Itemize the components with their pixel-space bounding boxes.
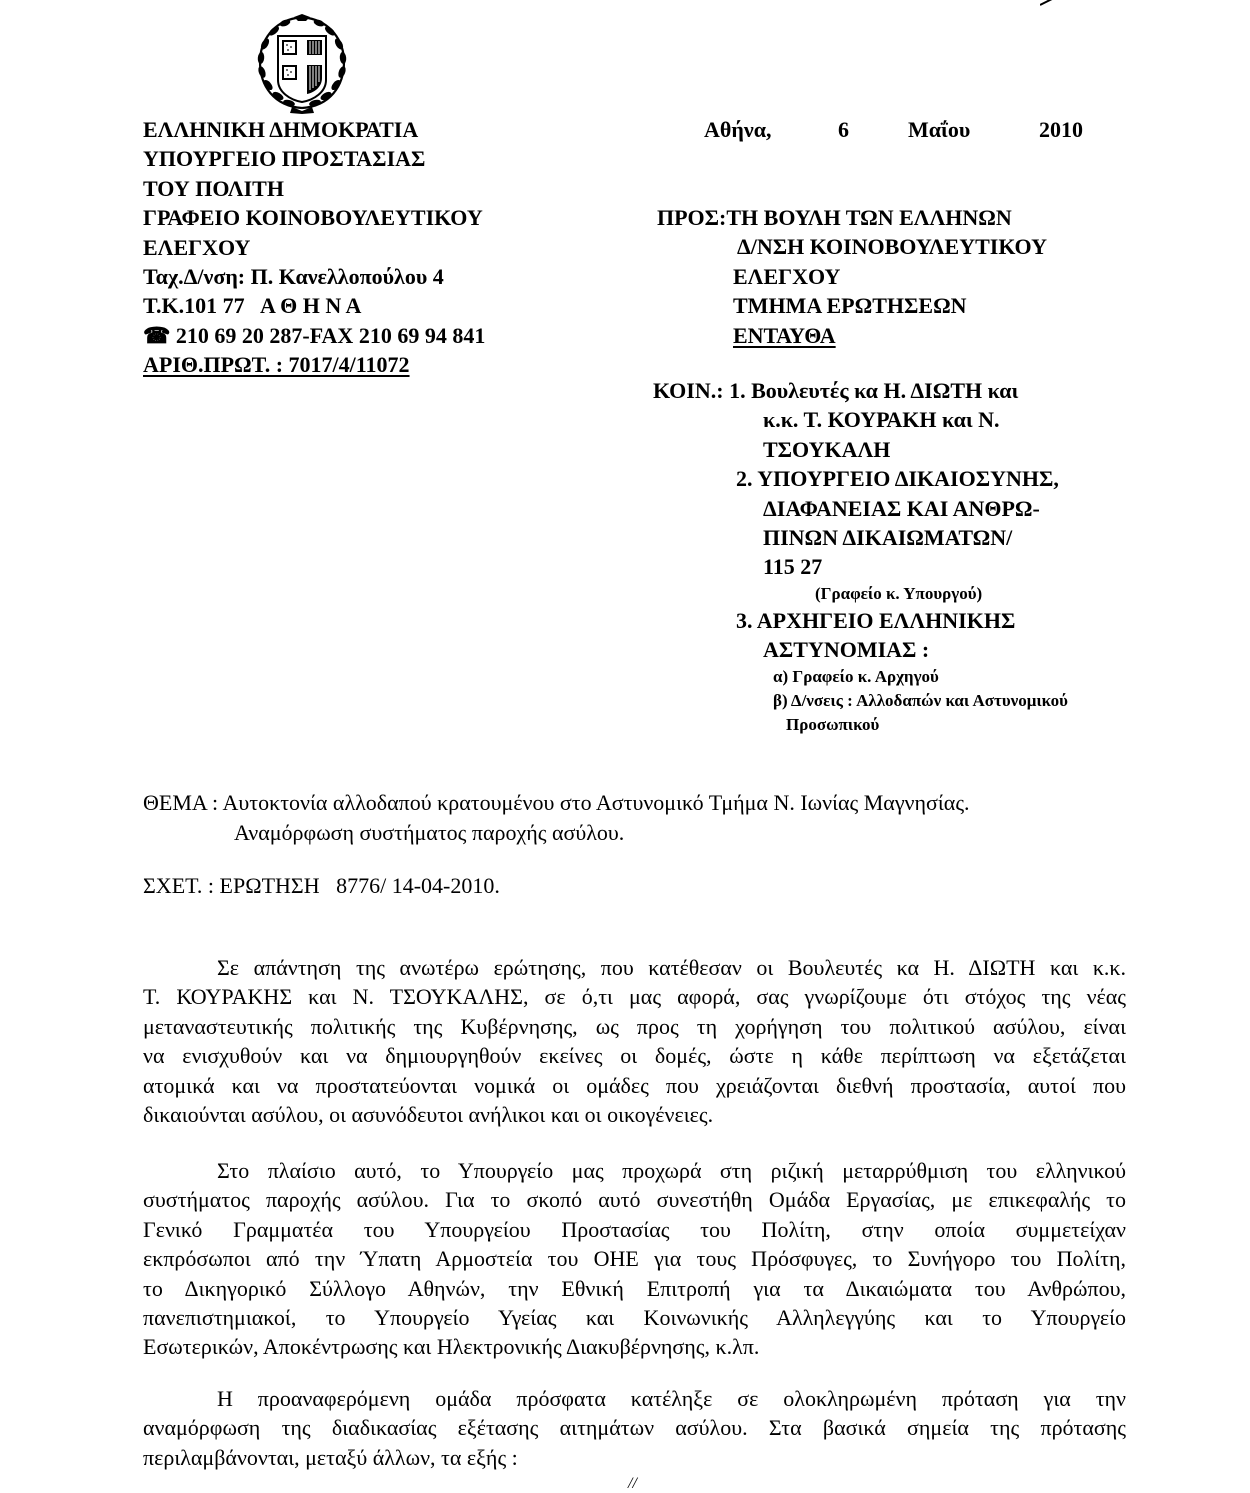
cc-subitem: β) Δ/νσεις : Αλλοδαπών και Αστυνομικού <box>773 690 1068 710</box>
recipient-line: Δ/ΝΣΗ ΚΟΙΝΟΒΟΥΛΕΥΤΙΚΟΥ <box>737 234 1047 260</box>
cc-item-number: 3. <box>736 607 753 633</box>
letterhead-phone-fax <box>143 321 485 350</box>
paragraph-line: δικαιούνται ασύλου, οι ασυνόδευτοι ανήλικοι και οι οικογένειες. <box>143 1101 714 1127</box>
protocol-number: ΑΡΙΘ.ΠΡΩΤ. : 7017/4/11072 <box>143 352 410 378</box>
paragraph-line: Σε απάντηση της ανωτέρω ερώτησης, που κατέθεσαν οι Βουλευτές κα Η. ΔΙΩΤΗ και κ.κ. <box>217 955 1126 980</box>
date-day: 6 <box>838 117 849 142</box>
cc-item-note: (Γραφείο κ. Υπουργού) <box>815 583 983 603</box>
recipient-line: ΕΛΕΓΧΟΥ <box>733 263 841 289</box>
paragraph-line: Τ. ΚΟΥΡΑΚΗΣ και Ν. ΤΣΟΥΚΑΛΗΣ, σε ό,τι μας αφορά, σας γνωρίζουμε ότι στόχος της νέας <box>143 984 1126 1010</box>
cc-item-line: Βουλευτές κα Η. ΔΙΩΤΗ και <box>751 378 1019 403</box>
subject-text: Αυτοκτονία αλλοδαπού κρατουμένου στο Αστυνομικό Τμήμα Ν. Ιωνίας Μαγνησίας. <box>222 790 970 815</box>
date-year: 2010 <box>1039 117 1083 142</box>
letterhead-office-cont: ΕΛΕΓΧΟΥ <box>143 234 251 260</box>
recipient-line: ΕΝΤΑΥΘΑ <box>733 322 836 348</box>
cc-label: ΚΟΙΝ.: <box>653 378 724 403</box>
cc-item-line: ΤΣΟΥΚΑΛΗ <box>763 436 891 462</box>
paragraph-line: εκπρόσωποι από την Ύπατη Αρμοστεία του ΟΗΕ για τους Πρόσφυγες, το Συνήγορο του Πολίτη, <box>143 1246 1126 1272</box>
phone-fax-numbers: 210 69 20 287-FAX 210 69 94 841 <box>175 322 486 348</box>
cc-item-line: ΑΣΤΥΝΟΜΙΑΣ : <box>763 637 930 663</box>
cc-item-line: ΔΙΑΦΑΝΕΙΑΣ ΚΑΙ ΑΝΘΡΩ- <box>763 495 1040 521</box>
paragraph-line: αναμόρφωση της διαδικασίας εξέτασης αιτημάτων ασύλου. Στα βασικά σημεία της πρότασης <box>143 1415 1126 1441</box>
greek-coat-of-arms-seal-icon <box>256 14 348 114</box>
paragraph-line: Γενικό Γραμματέα του Υπουργείου Προστασίας του Πολίτη, στην οποία συμμετείχαν <box>143 1216 1126 1242</box>
paragraph-line: Η προαναφερόμενη ομάδα πρόσφατα κατέληξε σε ολοκληρωμένη πρόταση για την <box>217 1386 1126 1411</box>
paragraph-line: περιλαμβάνονται, μεταξύ άλλων, τα εξής : <box>143 1444 518 1470</box>
paragraph-line: να ενισχυθούν και να δημιουργηθούν εκείνες οι δομές, ώστε η κάθε περίπτωση να εξετάζεται <box>143 1043 1126 1069</box>
cc-block <box>653 376 1068 737</box>
paragraph-line: το Δικηγορικό Σύλλογο Αθηνών, την Εθνική Επιτροπή για τα Δικαιώματα του Ανθρώπου, <box>143 1275 1126 1301</box>
letterhead-address: Ταχ.Δ/νση: Π. Κανελλοπούλου 4 <box>143 264 444 290</box>
reference-line: ΣΧΕΤ. : ΕΡΩΤΗΣΗ 8776/ 14-04-2010. <box>143 873 500 898</box>
cc-item-line: ΥΠΟΥΡΓΕΙΟ ΔΙΚΑΙΟΣΥΝΗΣ, <box>757 466 1059 492</box>
recipient-line: ΤΗ ΒΟΥΛΗ ΤΩΝ ΕΛΛΗΝΩΝ <box>726 205 1012 230</box>
date-month: Μαΐου <box>908 117 971 142</box>
letterhead-country: ΕΛΛΗΝΙΚΗ ΔΗΜΟΚΡΑΤΙΑ <box>143 117 419 142</box>
paragraph-line: μεταναστευτικής πολιτικής της Κυβέρνησης, ως προς τη χορήγηση του πολιτικού ασύλου, είναι <box>143 1013 1126 1039</box>
paragraph-line: πανεπιστημιακοί, το Υπουργείο Υγείας και Κοινωνικής Αλληλεγγύης και το Υπουργείο <box>143 1304 1126 1330</box>
telephone-icon: ☎ <box>143 322 171 348</box>
paragraph-line: συστήματος παροχής ασύλου. Για το σκοπό αυτό συνεστήθη Ομάδα Εργασίας, με επικεφαλής το <box>143 1187 1126 1213</box>
letterhead-postcode-city: Τ.Κ.101 77 Α Θ Η Ν Α <box>143 293 362 319</box>
cc-item-number: 2. <box>736 466 753 492</box>
cc-item-number: 1. <box>729 378 746 403</box>
cc-subitem: Προσωπικού <box>786 714 880 734</box>
letterhead-ministry-cont: ΤΟΥ ΠΟΛΙΤΗ <box>143 175 284 201</box>
paragraph-line: Εσωτερικών, Αποκέντρωσης και Ηλεκτρονικής Διακυβέρνησης, κ.λπ. <box>143 1334 760 1360</box>
cc-subitem: α) Γραφείο κ. Αρχηγού <box>773 666 939 686</box>
cc-item-line: 115 27 <box>763 554 823 580</box>
body-paragraph <box>143 953 1126 1129</box>
subject-label: ΘΕΜΑ : <box>143 790 219 815</box>
letterhead-office: ΓΡΑΦΕΙΟ ΚΟΙΝΟΒΟΥΛΕΥΤΙΚΟΥ <box>143 205 483 231</box>
scan-artifact-mark <box>1040 0 1054 6</box>
recipient-block <box>657 203 1047 350</box>
subject-block <box>143 788 970 848</box>
recipient-line: ΤΜΗΜΑ ΕΡΩΤΗΣΕΩΝ <box>733 293 967 319</box>
paragraph-line: ατομικά και να προστατεύονται νομικά οι ομάδες που χρειάζονται διεθνή προστασία, αυτοί που <box>143 1072 1126 1098</box>
page-continuation-mark: // <box>628 1475 637 1492</box>
letterhead <box>143 115 485 380</box>
cc-item-line: ΑΡΧΗΓΕΙΟ ΕΛΛΗΝΙΚΗΣ <box>756 607 1016 633</box>
body-paragraph <box>143 1156 1126 1362</box>
paragraph-line: Στο πλαίσιο αυτό, το Υπουργείο μας προχωρά στη ριζική μεταρρύθμιση του ελληνικού <box>217 1158 1126 1183</box>
cc-item-line: κ.κ. Τ. ΚΟΥΡΑΚΗ και Ν. <box>763 407 1000 433</box>
letterhead-ministry: ΥΠΟΥΡΓΕΙΟ ΠΡΟΣΤΑΣΙΑΣ <box>143 146 426 172</box>
date-city: Αθήνα, <box>704 117 772 142</box>
recipient-label: ΠΡΟΣ: <box>657 205 727 230</box>
cc-item-line: ΠΙΝΩΝ ΔΙΚΑΙΩΜΑΤΩΝ/ <box>763 525 1013 551</box>
body-paragraph <box>143 1384 1126 1472</box>
subject-text-cont: Αναμόρφωση συστήματος παροχής ασύλου. <box>234 820 625 845</box>
